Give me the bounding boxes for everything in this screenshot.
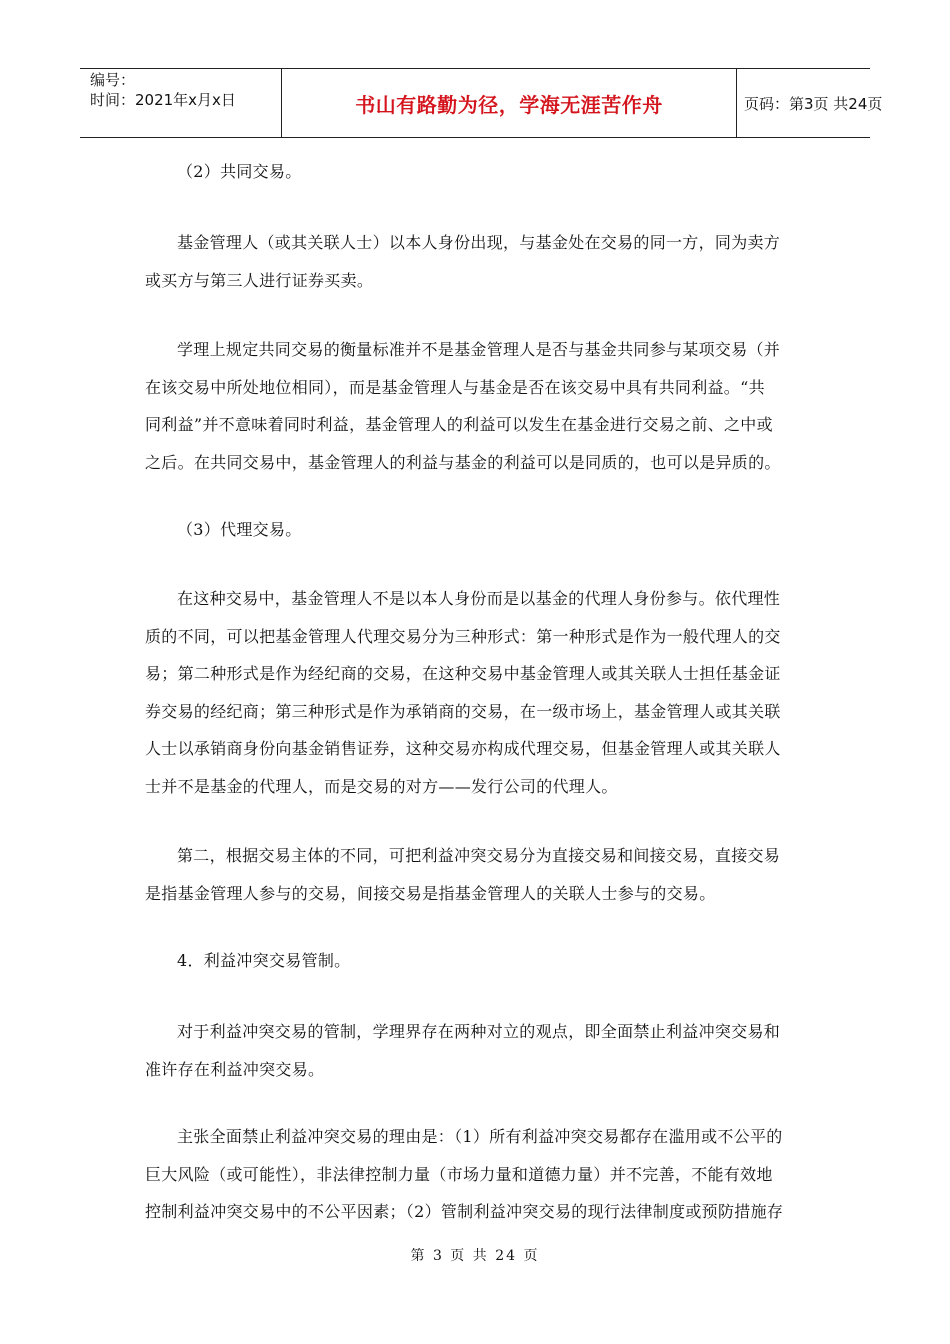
header-motto-cell bbox=[282, 69, 737, 137]
text-line: 主张全面禁止利益冲突交易的理由是：（1）所有利益冲突交易都存在滥用或不公平的 bbox=[177, 1127, 783, 1146]
text-line: 质的不同，可以把基金管理人代理交易分为三种形式：第一种形式是作为一般代理人的交 bbox=[145, 626, 781, 646]
text-line: 对于利益冲突交易的管制，学理界存在两种对立的观点，即全面禁止利益冲突交易和 bbox=[177, 1022, 781, 1041]
text-line: 学理上规定共同交易的衡量标准并不是基金管理人是否与基金共同参与某项交易（并 bbox=[177, 340, 781, 359]
text-line: 在这种交易中，基金管理人不是以本人身份而是以基金的代理人身份参与。依代理性 bbox=[177, 589, 781, 608]
time-label: 时间：2021年x月x日 bbox=[90, 91, 236, 109]
paragraph-joint-trade-standard bbox=[145, 331, 810, 481]
text-line: 基金管理人（或其关联人士）以本人身份出现，与基金处在交易的同一方，同为卖方 bbox=[177, 233, 781, 252]
paragraph-heading-joint-trade bbox=[145, 153, 810, 191]
text-line: 准许存在利益冲突交易。 bbox=[145, 1059, 325, 1079]
paragraph-joint-trade-definition bbox=[145, 224, 810, 299]
page-label: 页码：第3页 共24页 bbox=[744, 94, 883, 113]
paragraph-regulation-views bbox=[145, 1013, 810, 1088]
motto-text: 书山有路勤为径，学海无涯苦作舟 bbox=[355, 92, 663, 117]
paragraph-heading-agency-trade bbox=[145, 511, 810, 549]
header-page-cell bbox=[737, 69, 883, 137]
header-meta-cell bbox=[80, 69, 282, 137]
text-line: 人士以承销商身份向基金销售证券，这种交易亦构成代理交易，但基金管理人或其关联人 bbox=[145, 739, 781, 758]
text-line: 4．利益冲突交易管制。 bbox=[177, 951, 351, 970]
text-line: 第二，根据交易主体的不同，可把利益冲突交易分为直接交易和间接交易，直接交易 bbox=[177, 846, 781, 865]
text-line: 控制利益冲突交易中的不公平因素；（2）管制利益冲突交易的现行法律制度或预防措施存 bbox=[145, 1202, 784, 1221]
serial-label: 编号： bbox=[90, 71, 136, 89]
paragraph-agency-trade-forms bbox=[145, 580, 810, 805]
text-line: 是指基金管理人参与的交易，间接交易是指基金管理人的关联人士参与的交易。 bbox=[145, 883, 716, 903]
text-line: 或买方与第三人进行证券买卖。 bbox=[145, 270, 374, 290]
paragraph-direct-indirect bbox=[145, 837, 810, 912]
paragraph-prohibition-reasons bbox=[145, 1118, 810, 1231]
text-line: 之后。在共同交易中，基金管理人的利益与基金的利益可以是同质的，也可以是异质的。 bbox=[145, 452, 781, 472]
text-line: 易；第二种形式是作为经纪商的交易，在这种交易中基金管理人或其关联人士担任基金证 bbox=[145, 664, 781, 683]
page-footer: 第 3 页 共 24 页 bbox=[410, 1248, 540, 1264]
text-line: 巨大风险（或可能性），非法律控制力量（市场力量和道德力量）并不完善，不能有效地 bbox=[145, 1164, 773, 1184]
text-line: 同利益”并不意味着同时利益，基金管理人的利益可以发生在基金进行交易之前、之中或 bbox=[145, 415, 773, 434]
document-header bbox=[80, 68, 883, 138]
text-line: （3）代理交易。 bbox=[177, 520, 302, 539]
text-line: 券交易的经纪商；第三种形式是作为承销商的交易，在一级市场上，基金管理人或其关联 bbox=[145, 701, 781, 721]
text-line: （2）共同交易。 bbox=[177, 162, 302, 181]
text-line: 在该交易中所处地位相同），而是基金管理人与基金是否在该交易中具有共同利益。“共 bbox=[145, 377, 765, 397]
paragraph-heading-regulation bbox=[145, 942, 810, 980]
text-line: 士并不是基金的代理人，而是交易的对方——发行公司的代理人。 bbox=[145, 776, 618, 796]
